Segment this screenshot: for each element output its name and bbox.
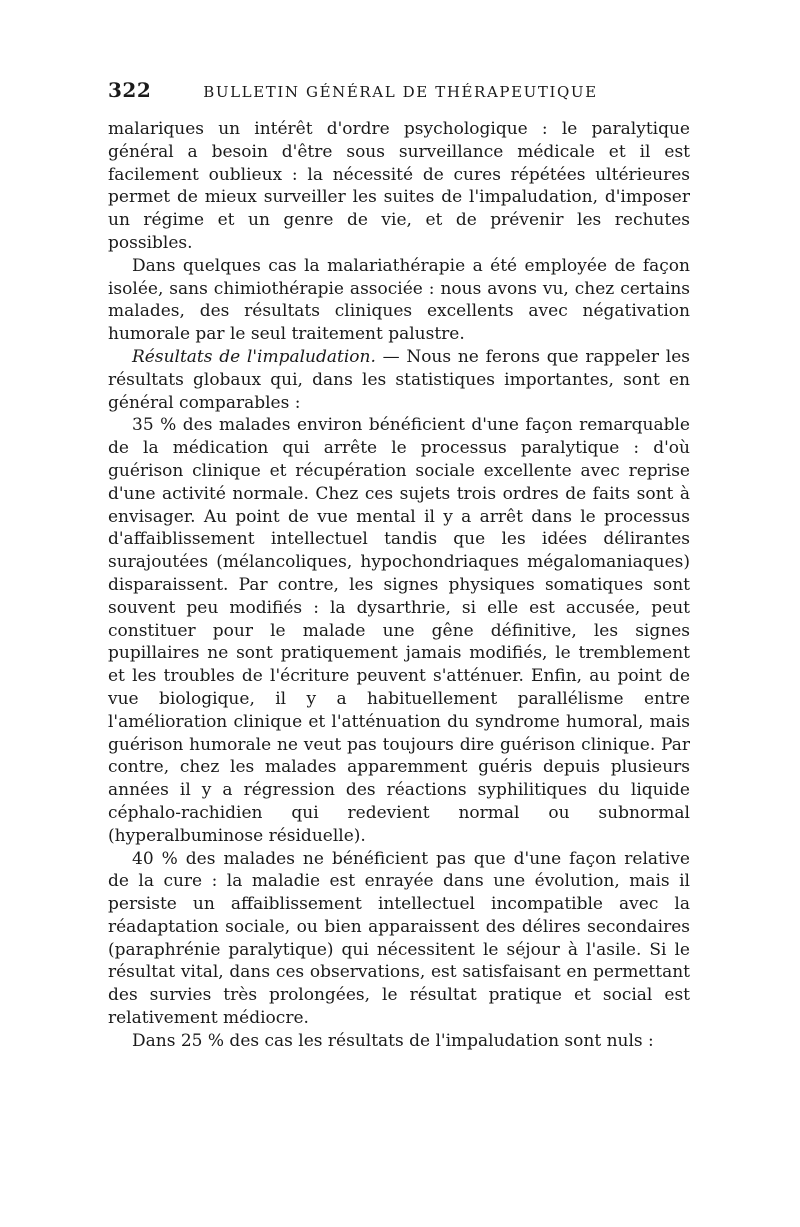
page-number: 322: [108, 78, 152, 102]
paragraph-continuation: malariques un intérêt d'ordre psychologique : le paralytique général a besoin d'être sous surveillance médicale et il est facilement oublieux : la nécessité de cures répétées ultérieures permet de mieux surveiller les suites de l'impaludation, d'imposer un régime et un genre de vie, et de prévenir les rechutes possibles.: [108, 119, 690, 253]
paragraph-resultats-text: — Nous ne ferons que rappeler les résultats globaux qui, dans les statistiques importantes, sont en général comparables :: [108, 346, 690, 413]
paragraph-40-percent: 40 % des malades ne bénéficient pas que d'une façon relative de la cure : la maladie est enrayée dans une évolution, mais il persiste un affaiblissement intellectuel incompatible avec la réadaptation sociale, ou bien apparaissent des délires secondaires (paraphrénie paralytique) qui nécessitent le séjour à l'asile. Si le résultat vital, dans ces observations, est satisfaisant en permettant des survies très prolongées, le résultat pratique et social est relativement médiocre.: [108, 848, 690, 1029]
section-title: Résultats de l'impaludation.: [132, 346, 376, 367]
paragraph-resultats: [108, 346, 690, 414]
paragraph-malariatherapie: Dans quelques cas la malariathérapie a été employée de façon isolée, sans chimiothérapie associée : nous avons vu, chez certains malades, des résultats cliniques excellents avec négativation humorale par le seul traitement palustre.: [108, 255, 690, 345]
page-header: [108, 78, 690, 106]
paragraph-35-percent: 35 % des malades environ bénéficient d'une façon remarquable de la médication qui arrête le processus paralytique : d'où guérison clinique et récupération sociale excellente avec reprise d'une activité normale. Chez ces sujets trois ordres de faits sont à envisager. Au point de vue mental il y a arrêt dans le processus d'affaiblissement intellectuel tandis que les idées délirantes surajoutées (mélancoliques, hypochondriaques mégalomaniaques) disparaissent. Par contre, les signes physiques somatiques sont souvent peu modifiés : la dysarthrie, si elle est accusée, peut constituer pour le malade une gêne définitive, les signes pupillaires ne sont pratiquement jamais modifiés, le tremblement et les troubles de l'écriture peuvent s'atténuer. Enfin, au point de vue biologique, il y a habituellement parallélisme entre l'amélioration clinique et l'atténuation du syndrome humoral, mais guérison humorale ne veut pas toujours dire guérison clinique. Par contre, chez les malades apparemment guéris depuis plusieurs années il y a régression des réactions syphilitiques du liquide céphalo-rachidien qui redevient normal ou subnormal (hyperalbuminose résiduelle).: [108, 415, 690, 846]
running-title: BULLETIN GÉNÉRAL DE THÉRAPEUTIQUE: [203, 83, 598, 101]
body-text: [108, 118, 690, 1053]
paragraph-25-percent: Dans 25 % des cas les résultats de l'impaludation sont nuls :: [132, 1030, 654, 1051]
